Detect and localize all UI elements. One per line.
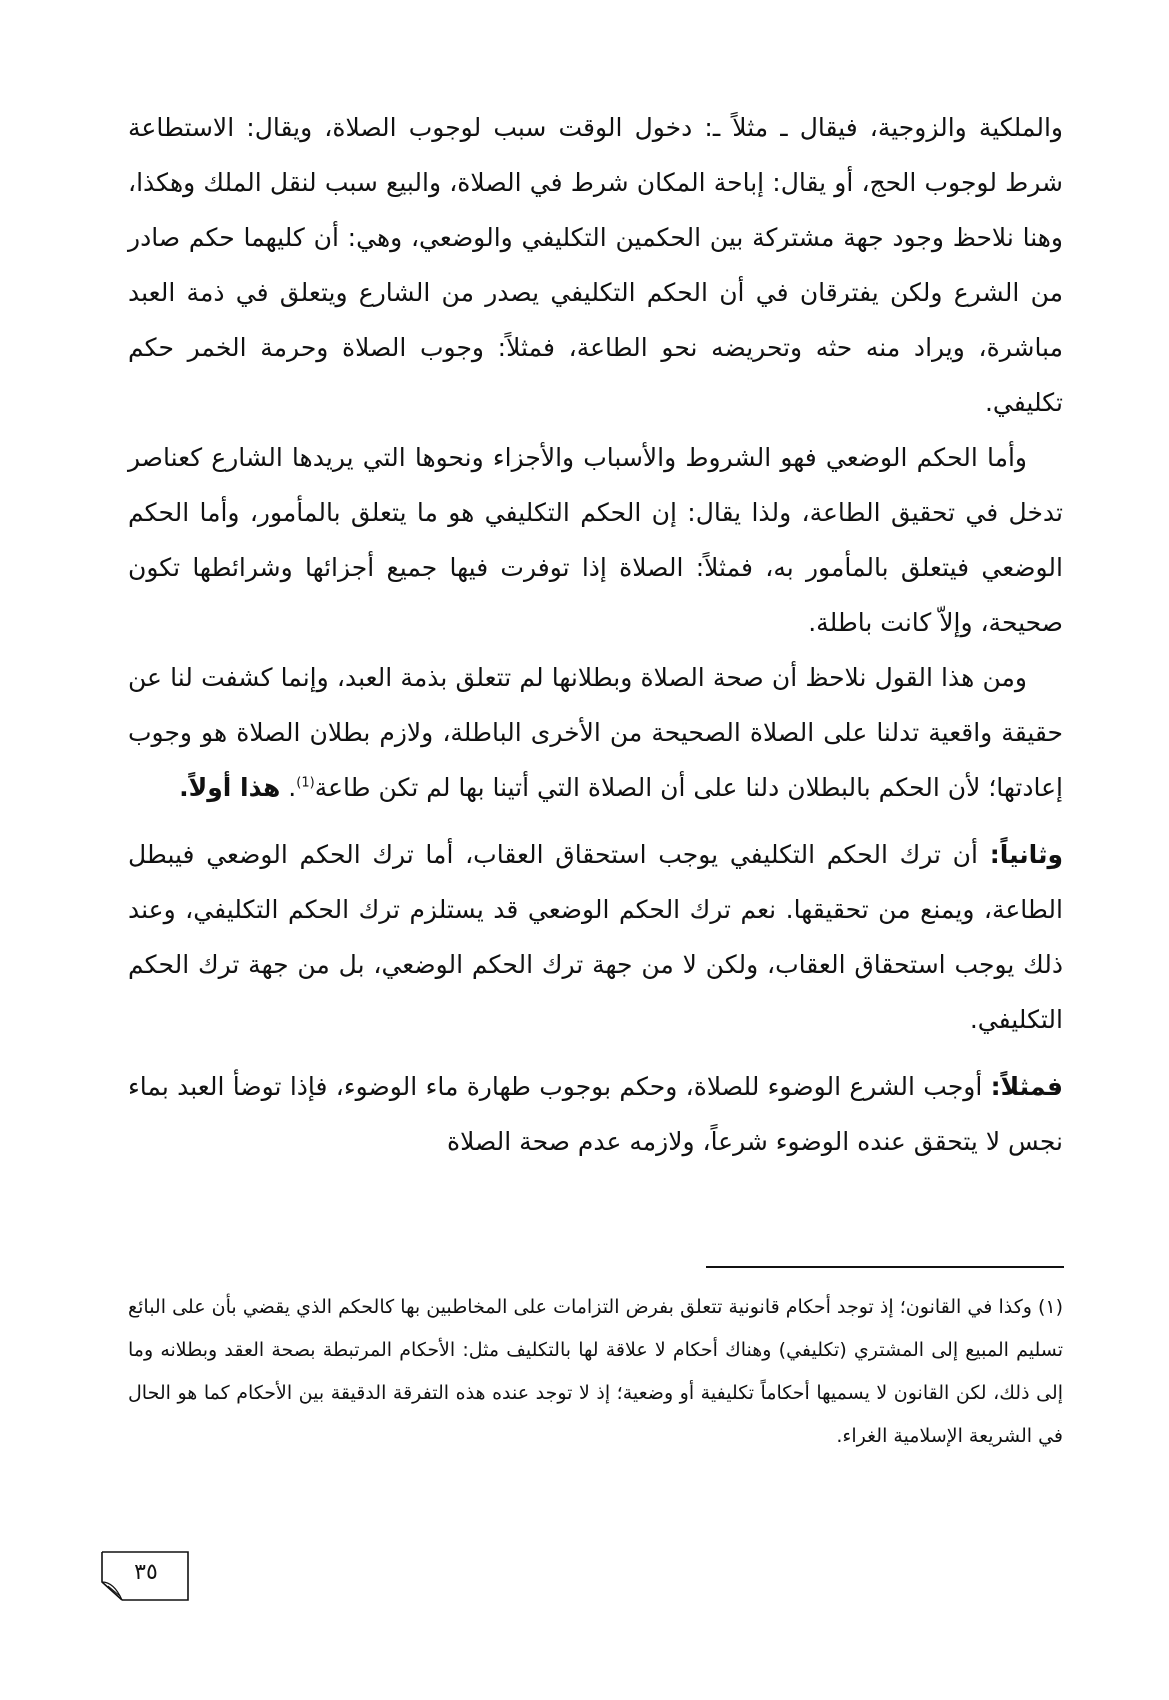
paragraph-5-lead: فمثلاً: <box>990 1072 1063 1101</box>
paragraph-2 <box>128 430 1063 650</box>
footnote-number: (١) <box>1037 1296 1063 1318</box>
paragraph-1 <box>128 100 1063 430</box>
paragraph-5 <box>128 1059 1063 1169</box>
main-text <box>128 100 1063 1169</box>
page-number: ٣٥ <box>134 1560 158 1585</box>
paragraph-1-text: والملكية والزوجية، فيقال ـ مثلاً ـ: دخول الوقت سبب لوجوب الصلاة، ويقال: الاستطاعة شرط لوجوب الحج، أو يقال: إباحة المكان شرط في الصلاة، والبيع سبب لنقل الملك وهكذا، وهنا نلاحظ وجود جهة مشتركة بين الحكمين التكليفي والوضعي، وهي: أن كليهما حكم صادر من الشرع ولكن يفترقان في أن الحكم التكليفي يصدر من الشارع ويتعلق في ذمة العبد مباشرة، ويراد منه حثه وتحريضه نحو الطاعة، فمثلاً: وجوب الصلاة وحرمة الخمر حكم تكليفي. <box>128 113 1063 417</box>
paragraph-3-text: ومن هذا القول نلاحظ أن صحة الصلاة وبطلانها لم تتعلق بذمة العبد، وإنما كشفت لنا عن حقيقة واقعية تدلنا على الصلاة الصحيحة من الأخرى الباطلة، ولازم بطلان الصلاة هو وجوب إعادتها؛ لأن الحكم بالبطلان دلنا على أن الصلاة التي أتينا بها لم تكن طاعة <box>128 663 1063 802</box>
footnote-reference[interactable]: (1) <box>296 775 315 791</box>
paragraph-2-text: وأما الحكم الوضعي فهو الشروط والأسباب والأجزاء ونحوها التي يريدها الشارع كعناصر تدخل في تحقيق الطاعة، ولذا يقال: إن الحكم التكليفي هو ما يتعلق بالمأمور، وأما الحكم الوضعي فيتعلق بالمأمور به، فمثلاً: الصلاة إذا توفرت فيها جميع أجزائها وشرائطها تكون صحيحة، وإلاّ كانت باطلة. <box>128 443 1063 637</box>
paragraph-4 <box>128 827 1063 1047</box>
paragraph-5-text: أوجب الشرع الوضوء للصلاة، وحكم بوجوب طهارة ماء الوضوء، فإذا توضأ العبد بماء نجس لا يتحقق عنده الوضوء شرعاً، ولازمه عدم صحة الصلاة <box>128 1072 1063 1156</box>
page-number-frame <box>100 1548 190 1604</box>
footnote-divider <box>706 1266 1064 1268</box>
paragraph-3 <box>128 650 1063 815</box>
paragraph-3-period: . <box>280 773 297 802</box>
paragraph-4-lead: وثانياً: <box>989 840 1063 869</box>
footnote <box>128 1286 1063 1458</box>
paragraph-3-closing: هذا أولاً. <box>179 773 281 802</box>
paragraph-4-text: أن ترك الحكم التكليفي يوجب استحقاق العقاب، أما ترك الحكم الوضعي فيبطل الطاعة، ويمنع من تحقيقها. نعم ترك الحكم الوضعي قد يستلزم ترك الحكم التكليفي، وعند ذلك يوجب استحقاق العقاب، ولكن لا من جهة ترك الحكم الوضعي، بل من جهة ترك الحكم التكليفي. <box>128 840 1063 1034</box>
footnote-text: وكذا في القانون؛ إذ توجد أحكام قانونية تتعلق بفرض التزامات على المخاطبين بها كالحكم الذي يقضي بأن على البائع تسليم المبيع إلى المشتري (تكليفي) وهناك أحكام لا علاقة لها بالتكليف مثل: الأحكام المرتبطة بصحة العقد وبطلانه وما إلى ذلك، لكن القانون لا يسميها أحكاماً تكليفية أو وضعية؛ إذ لا توجد عنده هذه التفرقة الدقيقة بين الأحكام كما هو الحال في الشريعة الإسلامية الغراء. <box>128 1296 1063 1447</box>
